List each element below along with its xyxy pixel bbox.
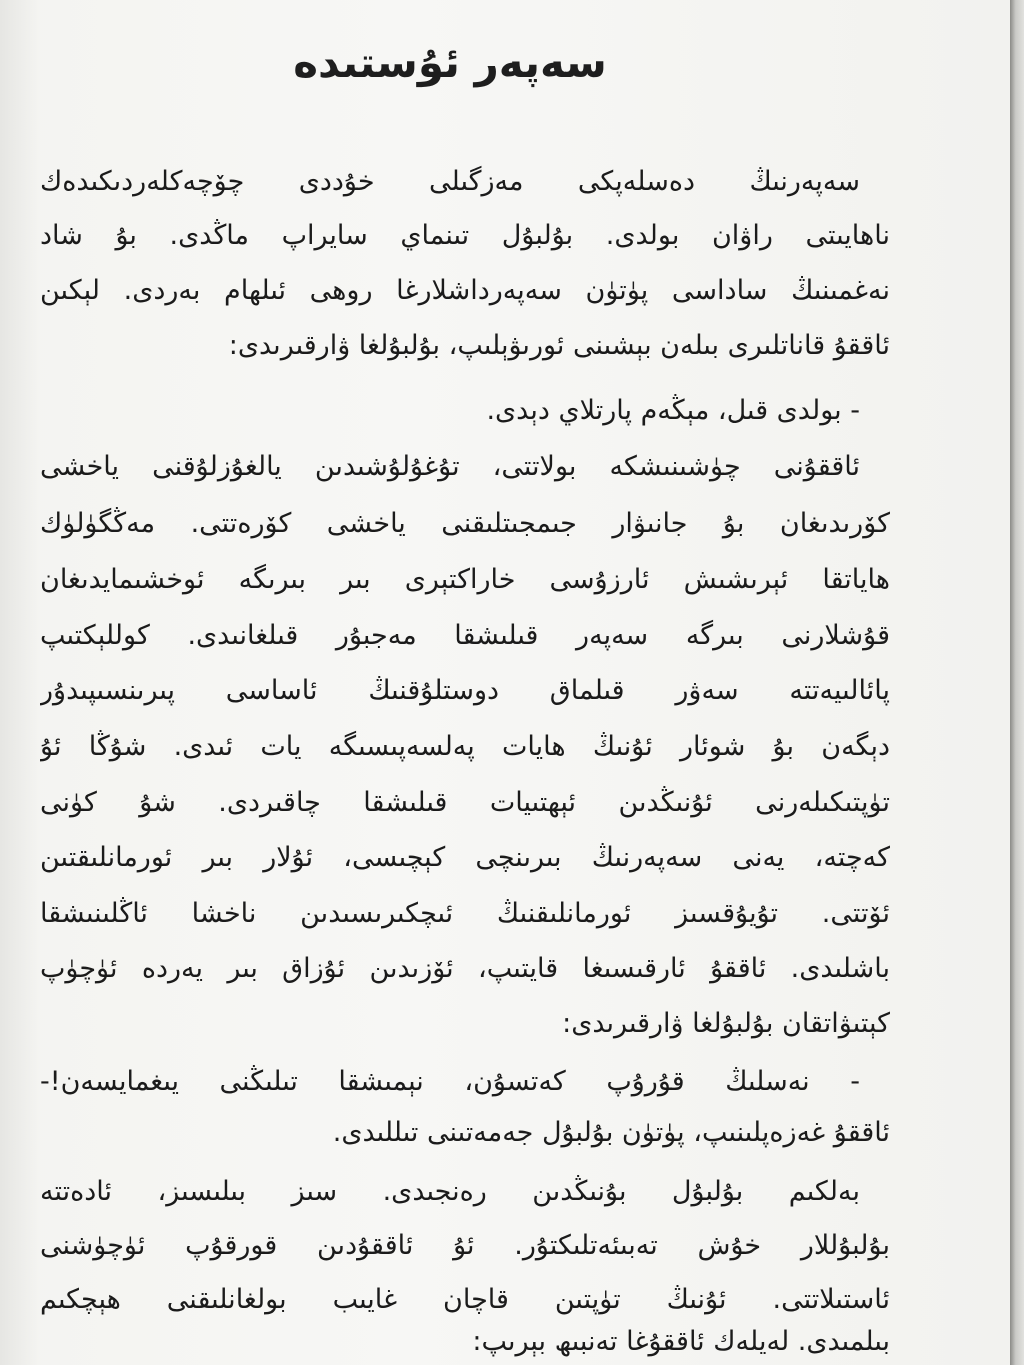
text-line: ئاققۇ غەزەپلىنىپ، پۈتۈن بۇلبۇل جەمەتىنى تىللىدى. <box>332 1117 890 1148</box>
text-line: باشلىدى. ئاققۇ ئارقىسىغا قايتىپ، ئۆزىدىن ئۇزاق بىر يەردە ئۈچۈپ <box>40 953 890 984</box>
text-line: قۇشلارنى بىرگە سەپەر قىلىشقا مەجبۇر قىلغانىدى. كوللېكتىپ <box>40 620 890 651</box>
text-line: بىلمىدى. لەيلەك ئاققۇغا تەنبىھ بېرىپ: <box>472 1326 890 1357</box>
page-shadow <box>0 0 40 1365</box>
text-line: ئاستىلاتتى. ئۇنىڭ تۈپتىن قاچان غايىب بولغانلىقنى ھېچكىم <box>40 1284 890 1315</box>
text-line: دېگەن بۇ شوئار ئۇنىڭ ھايات پەلسەپىسىگە يات ئىدى. شۇڭا ئۇ <box>40 731 890 762</box>
text-line: ئاققۇ قاناتلىرى بىلەن بېشىنى ئورىۋېلىپ، بۇلبۇلغا ۋارقىرىدى: <box>228 330 890 361</box>
text-line: كېتىۋاتقان بۇلبۇلغا ۋارقىرىدى: <box>562 1008 890 1039</box>
text-line: بەلكىم بۇلبۇل بۇنىڭدىن رەنجىدى. سىز بىلىسىز، ئادەتتە <box>40 1176 860 1207</box>
text-line: ئۆتتى. تۇيۇقسىز ئورمانلىقنىڭ ئىچكىرىسىدىن ناخشا ئاڭلىنىشقا <box>40 898 890 929</box>
text-line: پائالىيەتتە سەۋر قىلماق دوستلۇقنىڭ ئاساسى پىرىنسىپىدۇر <box>40 675 890 706</box>
page-edge <box>1010 0 1024 1365</box>
text-line: - بولدى قىل، مېڭەم پارتلاي دېدى. <box>486 395 860 426</box>
text-line: بۇلبۇللار خۇش تەبىئەتلىكتۇر. ئۇ ئاققۇدىن قورقۇپ ئۈچۈشنى <box>40 1230 890 1261</box>
text-line: نەغمىنىڭ ساداسى پۈتۈن سەپەرداشلارغا روھى ئىلھام بەردى. لېكىن <box>40 275 890 306</box>
text-line: ھاياتقا ئېرىشىش ئارزۇسى خاراكتېرى بىر بىرىگە ئوخشىمايدىغان <box>40 564 890 595</box>
text-line: سەپەرنىڭ دەسلەپكى مەزگىلى خۇددى چۆچەكلەردىكىدەك <box>40 166 860 197</box>
text-line: كۆرىدىغان بۇ جانىۋار جىمجىتلىقنى ياخشى كۆرەتتى. مەڭگۈلۈك <box>40 508 890 539</box>
chapter-title: سەپەر ئۇستىدە <box>293 38 607 87</box>
text-line: كەچتە، يەنى سەپەرنىڭ بىرىنچى كېچىسى، ئۇلار بىر ئورمانلىقتىن <box>40 842 890 873</box>
text-line: - نەسلىڭ قۇرۇپ كەتسۇن، نېمىشقا تىلىڭنى يىغمايسەن!- <box>40 1066 860 1097</box>
text-line: تۈپتىكىلەرنى ئۇنىڭدىن ئېھتىيات قىلىشقا چاقىردى. شۇ كۈنى <box>40 787 890 818</box>
text-line: ئاققۇنى چۈشىنىشكە بولاتتى، تۇغۇلۇشىدىن يالغۇزلۇقنى ياخشى <box>40 451 860 482</box>
text-line: ناھايىتى راۋان بولدى. بۇلبۇل تىنماي سايراپ ماڭدى. بۇ شاد <box>40 220 890 251</box>
